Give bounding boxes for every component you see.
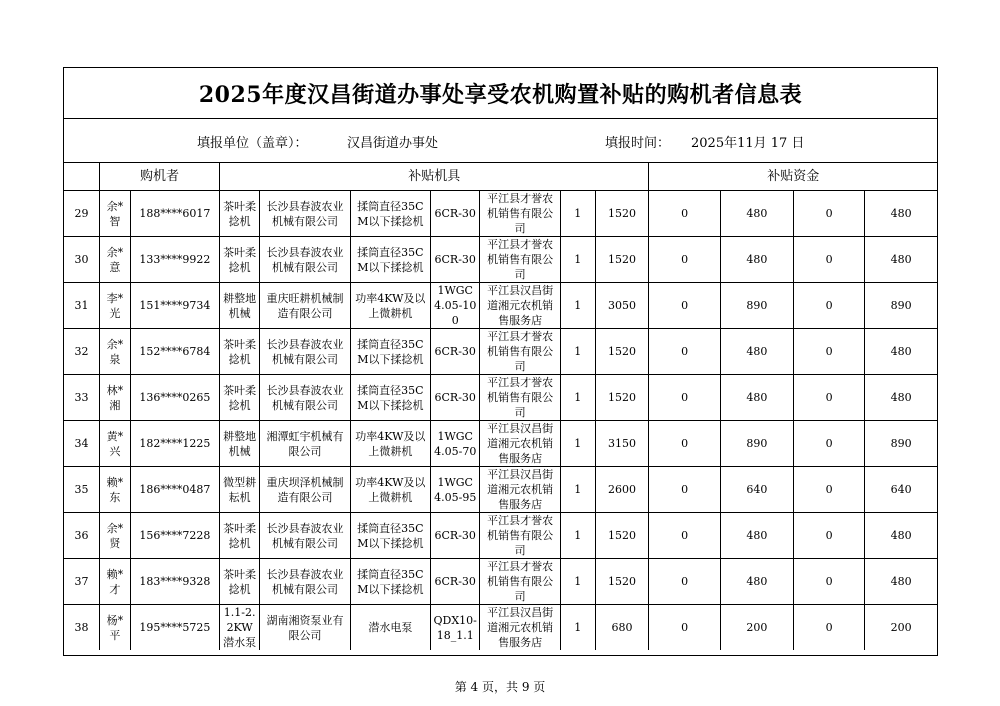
machine-maker-cell: 重庆旺耕机械制造有限公司 (260, 283, 350, 329)
machine-maker-cell: 长沙县春波农业机械有限公司 (260, 513, 350, 559)
machine-model-cell: 6CR-30 (431, 329, 480, 375)
quantity-cell: 1 (560, 329, 595, 375)
machine-maker-cell: 湖南湘资泵业有限公司 (260, 605, 350, 651)
machine-maker-cell: 长沙县春波农业机械有限公司 (260, 191, 350, 237)
subsidy-total-cell: 480 (865, 237, 937, 283)
machine-category-cell: 茶叶柔捻机 (219, 237, 259, 283)
buyer-phone-cell: 195****5725 (130, 605, 219, 651)
machine-dealer-cell: 平江县汉昌街道湘元农机销售服务店 (480, 421, 561, 467)
info-bar (64, 118, 937, 163)
buyer-name-cell: 赖*东 (100, 467, 131, 513)
row-number-cell: 35 (64, 467, 100, 513)
subsidy-total-cell: 640 (865, 467, 937, 513)
subsidy-2-cell: 890 (720, 283, 793, 329)
subsidy-3-cell: 0 (793, 191, 864, 237)
machine-category-cell: 1.1-2.2KW潜水泵 (219, 605, 259, 651)
subsidy-1-cell: 0 (649, 375, 720, 421)
buyer-name-cell: 余*泉 (100, 329, 131, 375)
machine-dealer-cell: 平江县才誉农机销售有限公司 (480, 329, 561, 375)
subsidy-1-cell: 0 (649, 605, 720, 651)
subsidy-2-cell: 200 (720, 605, 793, 651)
quantity-cell: 1 (560, 191, 595, 237)
unit-value: 汉昌街道办事处 (347, 136, 439, 151)
buyer-phone-cell: 186****0487 (130, 467, 219, 513)
machine-dealer-cell: 平江县才誉农机销售有限公司 (480, 237, 561, 283)
machine-spec-cell: 揉筒直径35CM以下揉捻机 (350, 329, 431, 375)
row-number-cell: 30 (64, 237, 100, 283)
subsidy-total-cell: 200 (865, 605, 937, 651)
machine-model-cell: 1WGC4.05-70 (431, 421, 480, 467)
subsidy-total-cell: 480 (865, 513, 937, 559)
machine-category-cell: 茶叶柔捻机 (219, 329, 259, 375)
table-row (64, 559, 937, 605)
subsidy-2-cell: 480 (720, 329, 793, 375)
unit-price-cell: 1520 (595, 191, 649, 237)
machine-dealer-cell: 平江县汉昌街道湘元农机销售服务店 (480, 605, 561, 651)
subsidy-3-cell: 0 (793, 283, 864, 329)
machine-maker-cell: 长沙县春波农业机械有限公司 (260, 375, 350, 421)
subsidy-2-cell: 480 (720, 237, 793, 283)
subsidy-3-cell: 0 (793, 605, 864, 651)
row-number-cell: 29 (64, 191, 100, 237)
subsidy-1-cell: 0 (649, 513, 720, 559)
subsidy-total-cell: 480 (865, 329, 937, 375)
unit-price-cell: 1520 (595, 329, 649, 375)
unit-price-cell: 1520 (595, 513, 649, 559)
buyer-phone-cell: 188****6017 (130, 191, 219, 237)
machine-spec-cell: 功率4KW及以上微耕机 (350, 421, 431, 467)
machine-dealer-cell: 平江县才誉农机销售有限公司 (480, 191, 561, 237)
buyer-phone-cell: 152****6784 (130, 329, 219, 375)
machine-model-cell: QDX10-18_1.1 (431, 605, 480, 651)
subsidy-3-cell: 0 (793, 559, 864, 605)
subsidy-1-cell: 0 (649, 421, 720, 467)
machine-maker-cell: 长沙县春波农业机械有限公司 (260, 237, 350, 283)
machine-model-cell: 6CR-30 (431, 237, 480, 283)
buyer-name-cell: 林*湘 (100, 375, 131, 421)
buyer-phone-cell: 136****0265 (130, 375, 219, 421)
subsidy-3-cell: 0 (793, 513, 864, 559)
quantity-cell: 1 (560, 467, 595, 513)
machine-spec-cell: 揉筒直径35CM以下揉捻机 (350, 559, 431, 605)
page-footer: 第 4 页，共 9 页 (454, 680, 546, 694)
unit-label: 填报单位（盖章）： (197, 136, 308, 151)
subsidy-3-cell: 0 (793, 237, 864, 283)
machine-dealer-cell: 平江县才誉农机销售有限公司 (480, 559, 561, 605)
machine-category-cell: 茶叶柔捻机 (219, 375, 259, 421)
machine-dealer-cell: 平江县汉昌街道湘元农机销售服务店 (480, 283, 561, 329)
quantity-cell: 1 (560, 559, 595, 605)
table-row (64, 283, 937, 329)
unit-price-cell: 1520 (595, 559, 649, 605)
machine-model-cell: 6CR-30 (431, 191, 480, 237)
table-row (64, 237, 937, 283)
quantity-cell: 1 (560, 421, 595, 467)
row-number-cell: 38 (64, 605, 100, 651)
info-sheet (63, 67, 938, 656)
machine-maker-cell: 长沙县春波农业机械有限公司 (260, 559, 350, 605)
page-title: 2025年度汉昌街道办事处享受农机购置补贴的购机者信息表 (64, 68, 937, 119)
subsidy-3-cell: 0 (793, 329, 864, 375)
buyer-name-cell: 赖*才 (100, 559, 131, 605)
machine-spec-cell: 潜水电泵 (350, 605, 431, 651)
machine-category-cell: 茶叶柔捻机 (219, 559, 259, 605)
table-header-row (64, 162, 937, 191)
machine-category-cell: 微型耕耘机 (219, 467, 259, 513)
machine-category-cell: 耕整地机械 (219, 421, 259, 467)
table-row (64, 375, 937, 421)
subsidy-3-cell: 0 (793, 467, 864, 513)
machine-spec-cell: 揉筒直径35CM以下揉捻机 (350, 513, 431, 559)
unit-price-cell: 3050 (595, 283, 649, 329)
machine-model-cell: 6CR-30 (431, 513, 480, 559)
buyer-name-cell: 黄*兴 (100, 421, 131, 467)
table-row (64, 513, 937, 559)
machine-spec-cell: 功率4KW及以上微耕机 (350, 467, 431, 513)
subsidy-1-cell: 0 (649, 329, 720, 375)
quantity-cell: 1 (560, 375, 595, 421)
machine-spec-cell: 揉筒直径35CM以下揉捻机 (350, 191, 431, 237)
machine-dealer-cell: 平江县才誉农机销售有限公司 (480, 513, 561, 559)
buyer-phone-cell: 183****9328 (130, 559, 219, 605)
unit-price-cell: 1520 (595, 375, 649, 421)
subsidy-3-cell: 0 (793, 375, 864, 421)
machine-category-cell: 茶叶柔捻机 (219, 191, 259, 237)
subsidy-2-cell: 480 (720, 513, 793, 559)
machine-category-cell: 茶叶柔捻机 (219, 513, 259, 559)
subsidy-total-cell: 480 (865, 191, 937, 237)
row-number-cell: 34 (64, 421, 100, 467)
subsidy-1-cell: 0 (649, 237, 720, 283)
machine-model-cell: 6CR-30 (431, 559, 480, 605)
subsidy-2-cell: 480 (720, 559, 793, 605)
subsidy-1-cell: 0 (649, 283, 720, 329)
table-row (64, 329, 937, 375)
row-number-cell: 32 (64, 329, 100, 375)
subsidy-1-cell: 0 (649, 467, 720, 513)
row-number-cell: 33 (64, 375, 100, 421)
header-machine: 补贴机具 (219, 162, 649, 191)
buyer-name-cell: 余*意 (100, 237, 131, 283)
subsidy-total-cell: 890 (865, 283, 937, 329)
table-row (64, 191, 937, 237)
row-number-cell: 31 (64, 283, 100, 329)
subsidy-total-cell: 480 (865, 375, 937, 421)
header-funds: 补贴资金 (649, 162, 937, 191)
unit-price-cell: 3150 (595, 421, 649, 467)
subsidy-1-cell: 0 (649, 559, 720, 605)
table-row (64, 421, 937, 467)
time-label: 填报时间： (605, 136, 671, 151)
quantity-cell: 1 (560, 605, 595, 651)
subsidy-total-cell: 480 (865, 559, 937, 605)
subsidy-1-cell: 0 (649, 191, 720, 237)
machine-category-cell: 耕整地机械 (219, 283, 259, 329)
subsidy-2-cell: 480 (720, 191, 793, 237)
header-buyer: 购机者 (100, 162, 220, 191)
buyer-phone-cell: 182****1225 (130, 421, 219, 467)
quantity-cell: 1 (560, 237, 595, 283)
table-row (64, 467, 937, 513)
time-value: 2025年11月 17 日 (691, 136, 805, 151)
buyer-name-cell: 余*智 (100, 191, 131, 237)
buyer-phone-cell: 151****9734 (130, 283, 219, 329)
buyer-name-cell: 余*贤 (100, 513, 131, 559)
machine-dealer-cell: 平江县才誉农机销售有限公司 (480, 375, 561, 421)
buyer-table (64, 162, 937, 650)
row-number-cell: 37 (64, 559, 100, 605)
subsidy-2-cell: 640 (720, 467, 793, 513)
buyer-phone-cell: 133****9922 (130, 237, 219, 283)
buyer-name-cell: 李*光 (100, 283, 131, 329)
machine-spec-cell: 揉筒直径35CM以下揉捻机 (350, 375, 431, 421)
unit-price-cell: 2600 (595, 467, 649, 513)
quantity-cell: 1 (560, 513, 595, 559)
machine-model-cell: 6CR-30 (431, 375, 480, 421)
unit-price-cell: 680 (595, 605, 649, 651)
machine-spec-cell: 功率4KW及以上微耕机 (350, 283, 431, 329)
buyer-phone-cell: 156****7228 (130, 513, 219, 559)
header-blank-cell (64, 162, 100, 191)
machine-dealer-cell: 平江县汉昌街道湘元农机销售服务店 (480, 467, 561, 513)
row-number-cell: 36 (64, 513, 100, 559)
machine-maker-cell: 重庆坝泽机械制造有限公司 (260, 467, 350, 513)
unit-price-cell: 1520 (595, 237, 649, 283)
machine-spec-cell: 揉筒直径35CM以下揉捻机 (350, 237, 431, 283)
machine-model-cell: 1WGC4.05-100 (431, 283, 480, 329)
buyer-name-cell: 杨*平 (100, 605, 131, 651)
subsidy-total-cell: 890 (865, 421, 937, 467)
subsidy-2-cell: 890 (720, 421, 793, 467)
machine-maker-cell: 长沙县春波农业机械有限公司 (260, 329, 350, 375)
subsidy-3-cell: 0 (793, 421, 864, 467)
machine-model-cell: 1WGC4.05-95 (431, 467, 480, 513)
quantity-cell: 1 (560, 283, 595, 329)
table-row (64, 605, 937, 651)
subsidy-2-cell: 480 (720, 375, 793, 421)
machine-maker-cell: 湘潭虹宇机械有限公司 (260, 421, 350, 467)
